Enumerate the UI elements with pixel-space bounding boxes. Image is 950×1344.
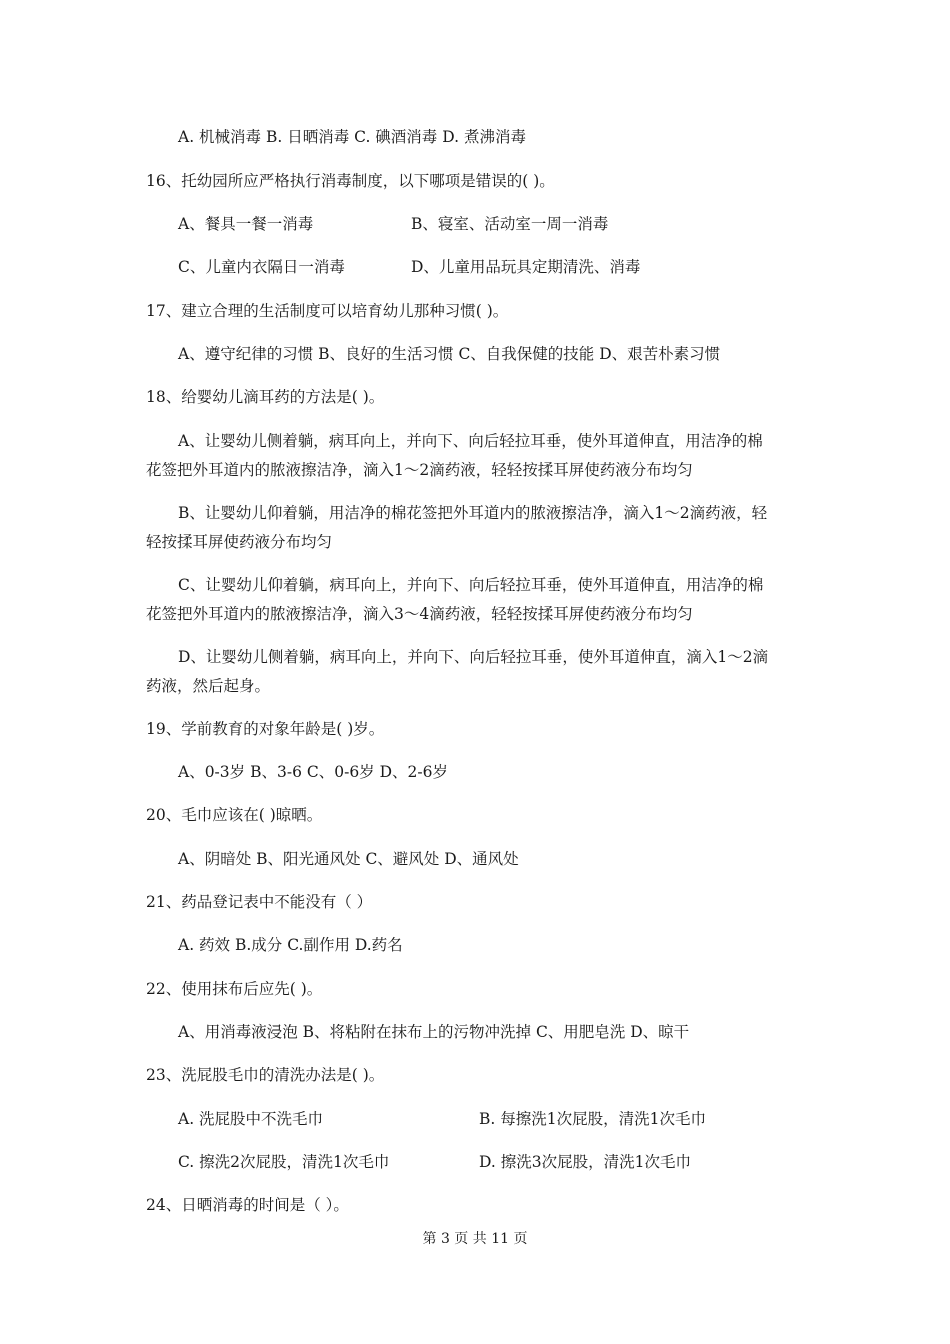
options-20: A、阴暗处 B、阳光通风处 C、避风处 D、通风处 bbox=[178, 850, 519, 868]
options-22: A、用消毒液浸泡 B、将粘附在抹布上的污物冲洗掉 C、用肥皂洗 D、晾干 bbox=[178, 1023, 690, 1041]
options-19: A、0-3岁 B、3-6 C、0-6岁 D、2-6岁 bbox=[178, 763, 448, 781]
option-16d: D、儿童用品玩具定期清洗、消毒 bbox=[411, 258, 641, 276]
option-18d: D、让婴幼儿侧着躺，病耳向上，并向下、向后轻拉耳垂，使外耳道伸直，滴入1～2滴 bbox=[178, 648, 769, 666]
question-18: 18、给婴幼儿滴耳药的方法是( )。 bbox=[146, 388, 385, 406]
question-20: 20、毛巾应该在( )晾晒。 bbox=[146, 806, 323, 824]
option-16a: A、餐具一餐一消毒 bbox=[178, 215, 314, 233]
question-24: 24、日晒消毒的时间是（ ）。 bbox=[146, 1196, 349, 1214]
question-23: 23、洗屁股毛巾的清洗办法是( )。 bbox=[146, 1066, 385, 1084]
option-18b-cont: 轻按揉耳屏使药液分布均匀 bbox=[146, 533, 333, 551]
option-18c: C、让婴幼儿仰着躺，病耳向上，并向下、向后轻拉耳垂，使外耳道伸直，用洁净的棉 bbox=[178, 576, 764, 594]
option-16b: B、寝室、活动室一周一消毒 bbox=[411, 215, 609, 233]
option-16c: C、儿童内衣隔日一消毒 bbox=[178, 258, 345, 276]
option-18a: A、让婴幼儿侧着躺，病耳向上，并向下、向后轻拉耳垂，使外耳道伸直，用洁净的棉 bbox=[178, 432, 763, 450]
option-18d-cont: 药液，然后起身。 bbox=[146, 677, 271, 695]
page-footer: 第 3 页 共 11 页 bbox=[422, 1231, 528, 1247]
question-22: 22、使用抹布后应先( )。 bbox=[146, 980, 323, 998]
option-18b: B、让婴幼儿仰着躺，用洁净的棉花签把外耳道内的脓液擦洁净，滴入1～2滴药液，轻 bbox=[178, 504, 768, 522]
question-17: 17、建立合理的生活制度可以培育幼儿那种习惯( )。 bbox=[146, 302, 509, 320]
option-23b: B. 每擦洗1次屁股，清洗1次毛巾 bbox=[479, 1110, 706, 1128]
options-21: A. 药效 B.成分 C.副作用 D.药名 bbox=[178, 936, 403, 954]
options-17: A、遵守纪律的习惯 B、良好的生活习惯 C、自我保健的技能 D、艰苦朴素习惯 bbox=[178, 345, 721, 363]
option-23d: D. 擦洗3次屁股，清洗1次毛巾 bbox=[479, 1153, 691, 1171]
option-18c-cont: 花签把外耳道内的脓液擦洁净，滴入3～4滴药液，轻轻按揉耳屏使药液分布均匀 bbox=[146, 605, 693, 623]
option-23a: A. 洗屁股中不洗毛巾 bbox=[178, 1110, 324, 1128]
options-line: A. 机械消毒 B. 日晒消毒 C. 碘酒消毒 D. 煮沸消毒 bbox=[178, 128, 526, 146]
question-19: 19、学前教育的对象年龄是( )岁。 bbox=[146, 720, 385, 738]
question-16: 16、托幼园所应严格执行消毒制度，以下哪项是错误的( )。 bbox=[146, 172, 555, 190]
option-18a-cont: 花签把外耳道内的脓液擦洁净，滴入1～2滴药液，轻轻按揉耳屏使药液分布均匀 bbox=[146, 461, 693, 479]
option-23c: C. 擦洗2次屁股，清洗1次毛巾 bbox=[178, 1153, 390, 1171]
question-21: 21、药品登记表中不能没有（ ） bbox=[146, 893, 373, 911]
